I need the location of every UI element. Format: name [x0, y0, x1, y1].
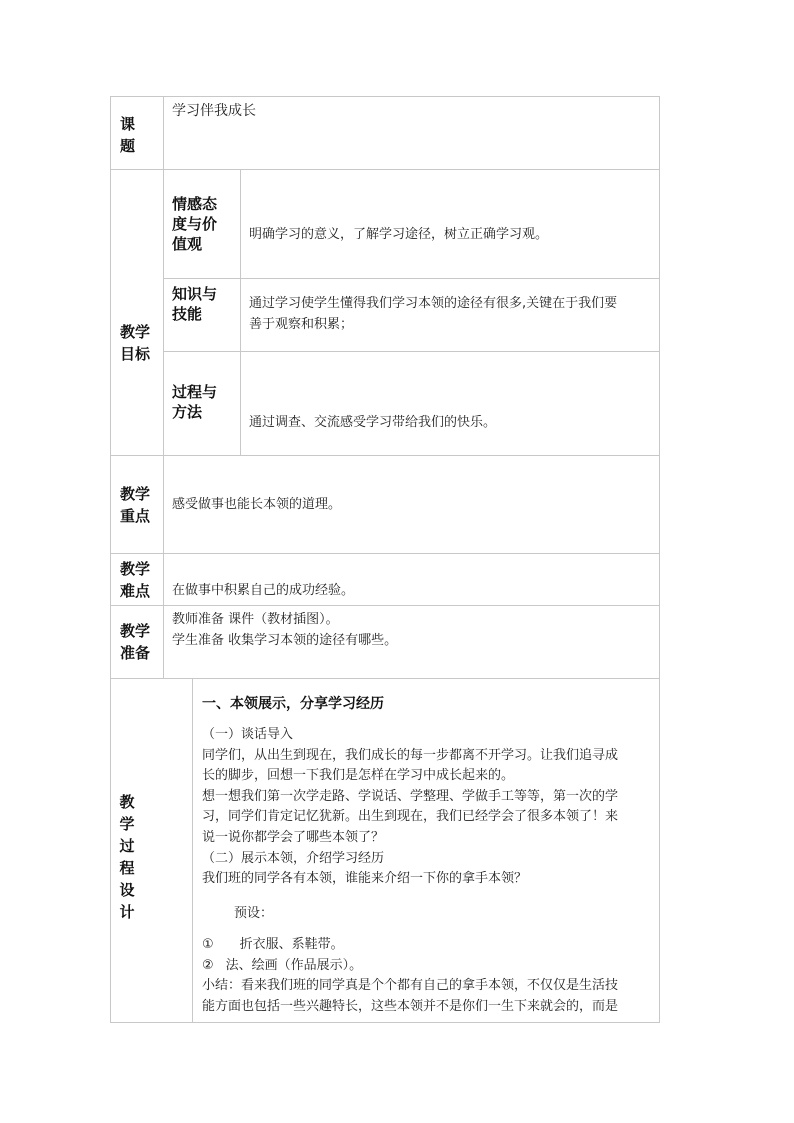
- objectives-label: 教学 目标: [120, 323, 151, 363]
- list-marker: ②: [202, 958, 214, 973]
- difficulties-value: 在做事中积累自己的成功经验。: [172, 583, 355, 598]
- col-divider: [163, 96, 164, 678]
- list-item: [202, 934, 344, 955]
- list-text: 法、绘画（作品展示）。: [225, 958, 363, 973]
- topic-label: 课 题: [120, 115, 136, 155]
- process-label: 教 学 过 程 设 计: [119, 793, 135, 921]
- objective-attitude-label: 情感态 度与价 值观: [172, 195, 218, 253]
- objective-skills-label: 知识与 技能: [172, 285, 218, 323]
- key-points-value: 感受做事也能长本领的道理。: [172, 497, 342, 512]
- process-summary: 小结：看来我们班的同学真是个个都有自己的拿手本领，不仅仅是生活技 能方面也包括一些兴趣特长，这些本领并不是你们一生下来就会的，而是: [202, 978, 619, 1014]
- row-divider: [163, 351, 660, 352]
- preparation-text: 教师准备 课件（教材插图）。 学生准备 收集学习本领的途径有哪些。: [172, 612, 398, 648]
- list-text: 折衣服、系鞋带。: [239, 937, 344, 952]
- col-divider: [240, 169, 241, 455]
- row-divider: [163, 278, 660, 279]
- lesson-plan-table: [110, 96, 660, 1023]
- objective-attitude-text: 明确学习的意义，了解学习途径，树立正确学习观。: [249, 227, 549, 242]
- difficulties-label: 教学 难点: [120, 560, 151, 600]
- preset-label: 预设：: [234, 906, 274, 921]
- list-item: [202, 955, 362, 976]
- row-divider: [110, 605, 660, 606]
- row-divider: [110, 169, 660, 170]
- topic-value: 学习伴我成长: [172, 103, 256, 119]
- row-divider: [110, 455, 660, 456]
- preparation-label: 教学 准备: [120, 622, 151, 662]
- objective-process-label: 过程与 方法: [172, 383, 218, 421]
- objective-skills-text: 通过学习使学生懂得我们学习本领的途径有很多,关键在于我们要 善于观察和积累；: [249, 296, 618, 332]
- col-divider: [192, 678, 193, 1023]
- process-heading: 一、本领展示，分享学习经历: [202, 696, 384, 712]
- key-points-label: 教学 重点: [120, 485, 151, 525]
- process-body: （一）谈话导入 同学们，从出生到现在，我们成长的每一步都离不开学习。让我们追寻成 长的脚步，回想一下我们是怎样在学习中成长起来的。 想一想我们第一次学走路、学说话、学整理、学做手工等等，第一次的学 习，同学们肯定记忆犹新。出生到现在，我们已经学会了很多本领了！来 说一说你都学会了哪些本领了？ （二）展示本领，介绍学习经历 我们班的同学各有本领，谁能来介绍一下你的拿手本领？: [202, 727, 619, 887]
- objective-process-text: 通过调查、交流感受学习带给我们的快乐。: [249, 415, 497, 430]
- list-marker: ①: [202, 937, 214, 952]
- row-divider: [110, 553, 660, 554]
